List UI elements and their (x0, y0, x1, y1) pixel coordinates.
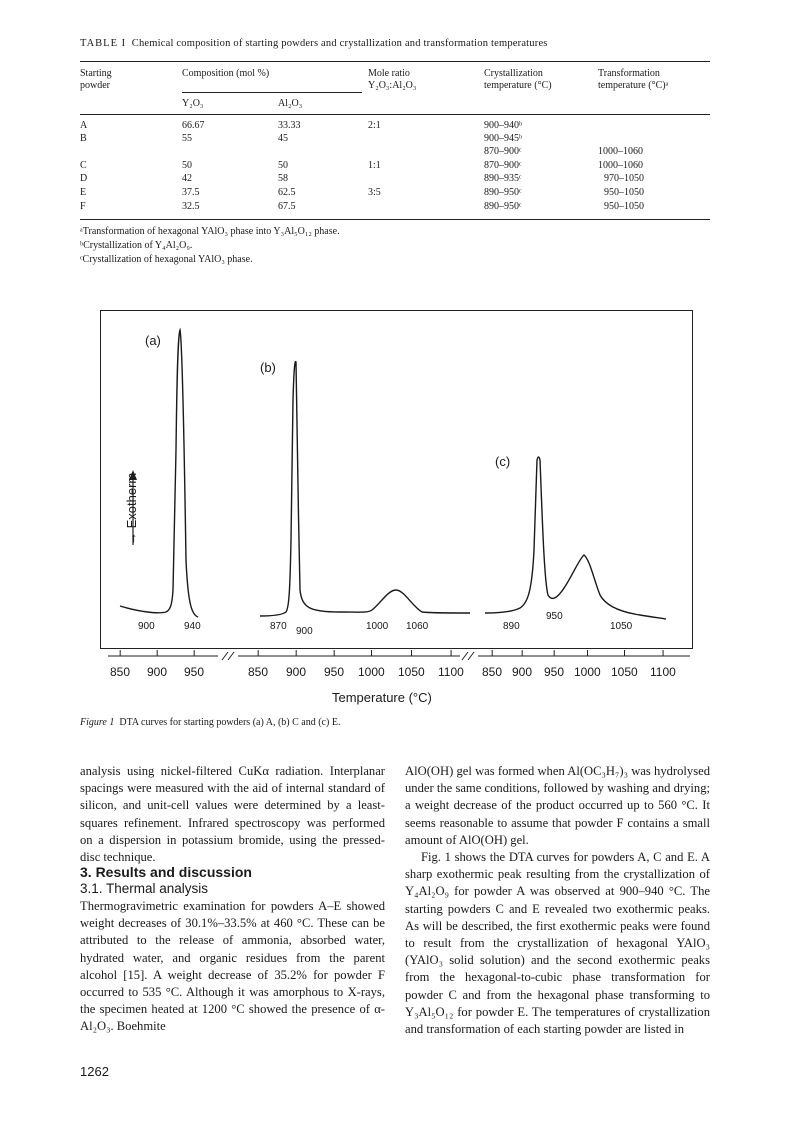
cell-al2o3: 33.33 (278, 120, 301, 131)
subsection-heading: 3.1. Thermal analysis (80, 881, 209, 896)
table-caption-label: TABLE I (80, 38, 127, 49)
exotherm-axis (124, 470, 139, 545)
header-composition: Composition (mol %) (182, 68, 270, 79)
figure-caption-text: DTA curves for starting powders (a) A, (b) C and (c) E. (119, 717, 341, 728)
x-axis (108, 652, 690, 660)
x-tick-labels (110, 665, 676, 679)
peak-label: 1060 (406, 621, 429, 632)
tick-label: 1100 (438, 665, 464, 679)
footnote-c: ᶜCrystallization of hexagonal YAlO₃ phase. (80, 254, 253, 265)
cell-powder: E (80, 187, 87, 198)
table-caption-text: Chemical composition of starting powders and crystallization and transformation temperatures (131, 38, 548, 49)
dta-figure (100, 310, 700, 710)
figure-caption (80, 717, 720, 728)
section-heading: 3. Results and discussion (80, 864, 252, 880)
peak-label: 940 (184, 621, 201, 632)
tick-label: 1050 (611, 665, 638, 679)
cell-powder: D (80, 173, 88, 184)
cell-powder: A (80, 120, 88, 131)
x-ticks (120, 650, 663, 656)
composition-rule (182, 92, 362, 93)
header-y2o3: Y₂O₃ (182, 98, 204, 109)
header-al2o3: Al₂O₃ (278, 98, 303, 109)
cell-powder: B (80, 133, 87, 144)
peak-label: 1000 (366, 621, 389, 632)
left-column-para-1: analysis using nickel-filtered CuKα radiation. Interplanar spacings were measured with the aid of internal standard of silicon, and unit-cell values were determined by a least-squares refinement. Infrared spectroscopy was performed on a dispersion in potassium bromide, using the pressed-disc technique. (80, 764, 385, 865)
table-bottom-rule (80, 219, 710, 220)
figure-caption-label: Figure 1 (80, 717, 115, 728)
peak-label: 950 (546, 611, 563, 622)
cell-cryst: 890–950ᶜ (484, 201, 522, 212)
tick-label: 1000 (358, 665, 385, 679)
cell-al2o3: 67.5 (278, 201, 296, 212)
panel-label-b: (b) (260, 360, 276, 375)
cell-al2o3: 45 (278, 133, 288, 144)
dta-curve-c (485, 457, 666, 619)
exotherm-label: → Exotherm (124, 472, 139, 545)
right-column-para-2: Fig. 1 shows the DTA curves for powders A, C and E. A sharp exothermic peak resulting from the crystallization of Y₄Al₂O₉ for powder A was observed at 900–940 °C. The starting powders C and E revealed two exothermic peaks. As will be described, the first exothermic peaks were found to result from the crystallization of hexagonal YAlO₃ (YAlO₃ solid solution) and the second exothermic peaks from the hexagonal-to-cubic phase transformation for powder C and from the hexagonal phase transforming to Y₃Al₅O₁₂ for powder E. The temperatures of crystallization and transformation of each starting powder are listed in (405, 850, 710, 1037)
table-top-rule (80, 61, 710, 62)
tick-label: 950 (184, 665, 205, 679)
cell-trans: 950–1050 (604, 201, 644, 212)
tick-label: 1100 (650, 665, 676, 679)
cell-cryst: 870–900ᶜ (484, 160, 522, 171)
cell-y2o3: 66.67 (182, 120, 205, 131)
cell-al2o3: 58 (278, 173, 288, 184)
tick-label: 900 (512, 665, 533, 679)
left-column-para-2: Thermogravimetric examination for powders A–E showed weight decreases of 30.1%–33.5% at 460 °C. These can be attributed to the release of ammonia, absorbed water, hydrated water, and organic residues from the parent alcohol [15]. A weight decrease of 35.2% for powder F occurred to 535 °C. Although it was amorphous to X-rays, the specimen heated at 1200 °C showed the presence of α-Al₂O₃. Boehmite (80, 899, 385, 1034)
right-column-para-1: AlO(OH) gel was formed when Al(OC₃H₇)₃ was hydrolysed under the same conditions, followed by washing and drying; a weight decrease of the product occurred up to 560 °C. It seems reasonable to assume that powder F contains a small amount of AlO(OH) gel. (405, 764, 710, 847)
cell-powder: F (80, 201, 86, 212)
cell-y2o3: 55 (182, 133, 192, 144)
tick-label: 950 (544, 665, 565, 679)
cell-cryst: 890–950ᶜ (484, 187, 522, 198)
cell-powder: C (80, 160, 87, 171)
footnote-a: ᵃTransformation of hexagonal YAlO₃ phase into Y₃Al₅O₁₂ phase. (80, 226, 340, 237)
footnote-b: ᵇCrystallization of Y₄Al₂O₉. (80, 240, 193, 251)
peak-label: 1050 (610, 621, 633, 632)
panel-label-a: (a) (145, 333, 161, 348)
peak-label: 890 (503, 621, 520, 632)
cell-y2o3: 50 (182, 160, 192, 171)
tick-label: 900 (286, 665, 307, 679)
header-transformation: Transformation temperature (°C)ᵃ (598, 68, 669, 91)
peak-label: 900 (296, 626, 313, 637)
cell-trans: 1000–1060 (598, 160, 643, 171)
tick-label: 950 (324, 665, 345, 679)
cell-trans: 1000–1060 (598, 146, 643, 157)
cell-al2o3: 62.5 (278, 187, 296, 198)
cell-ratio: 3:5 (368, 187, 381, 198)
tick-label: 1000 (574, 665, 601, 679)
panel-label-c: (c) (495, 454, 511, 469)
table-caption (80, 38, 720, 49)
cell-ratio: 1:1 (368, 160, 381, 171)
tick-label: 900 (147, 665, 168, 679)
cell-cryst: 900–940ᵇ (484, 120, 523, 131)
dta-curve-b (260, 362, 470, 616)
header-crystallization: Crystallization temperature (°C) (484, 68, 552, 91)
cell-cryst: 900–945ᵇ (484, 133, 523, 144)
tick-label: 850 (482, 665, 503, 679)
cell-cryst: 870–900ᶜ (484, 146, 522, 157)
cell-y2o3: 32.5 (182, 201, 200, 212)
cell-ratio: 2:1 (368, 120, 381, 131)
peak-label: 900 (138, 621, 155, 632)
cell-al2o3: 50 (278, 160, 288, 171)
cell-cryst: 890–935ᶜ (484, 173, 522, 184)
cell-y2o3: 42 (182, 173, 192, 184)
header-mole-ratio: Mole ratio Y₂O₃:Al₂O₃ (368, 68, 417, 91)
tick-label: 850 (110, 665, 131, 679)
page-number: 1262 (80, 1064, 109, 1079)
cell-trans: 970–1050 (604, 173, 644, 184)
tick-label: 1050 (398, 665, 425, 679)
cell-y2o3: 37.5 (182, 187, 200, 198)
table-header-rule (80, 114, 710, 115)
header-starting-powder: Starting powder (80, 68, 112, 91)
peak-label: 870 (270, 621, 287, 632)
cell-trans: 950–1050 (604, 187, 644, 198)
x-axis-label: Temperature (°C) (332, 690, 432, 705)
tick-label: 850 (248, 665, 269, 679)
